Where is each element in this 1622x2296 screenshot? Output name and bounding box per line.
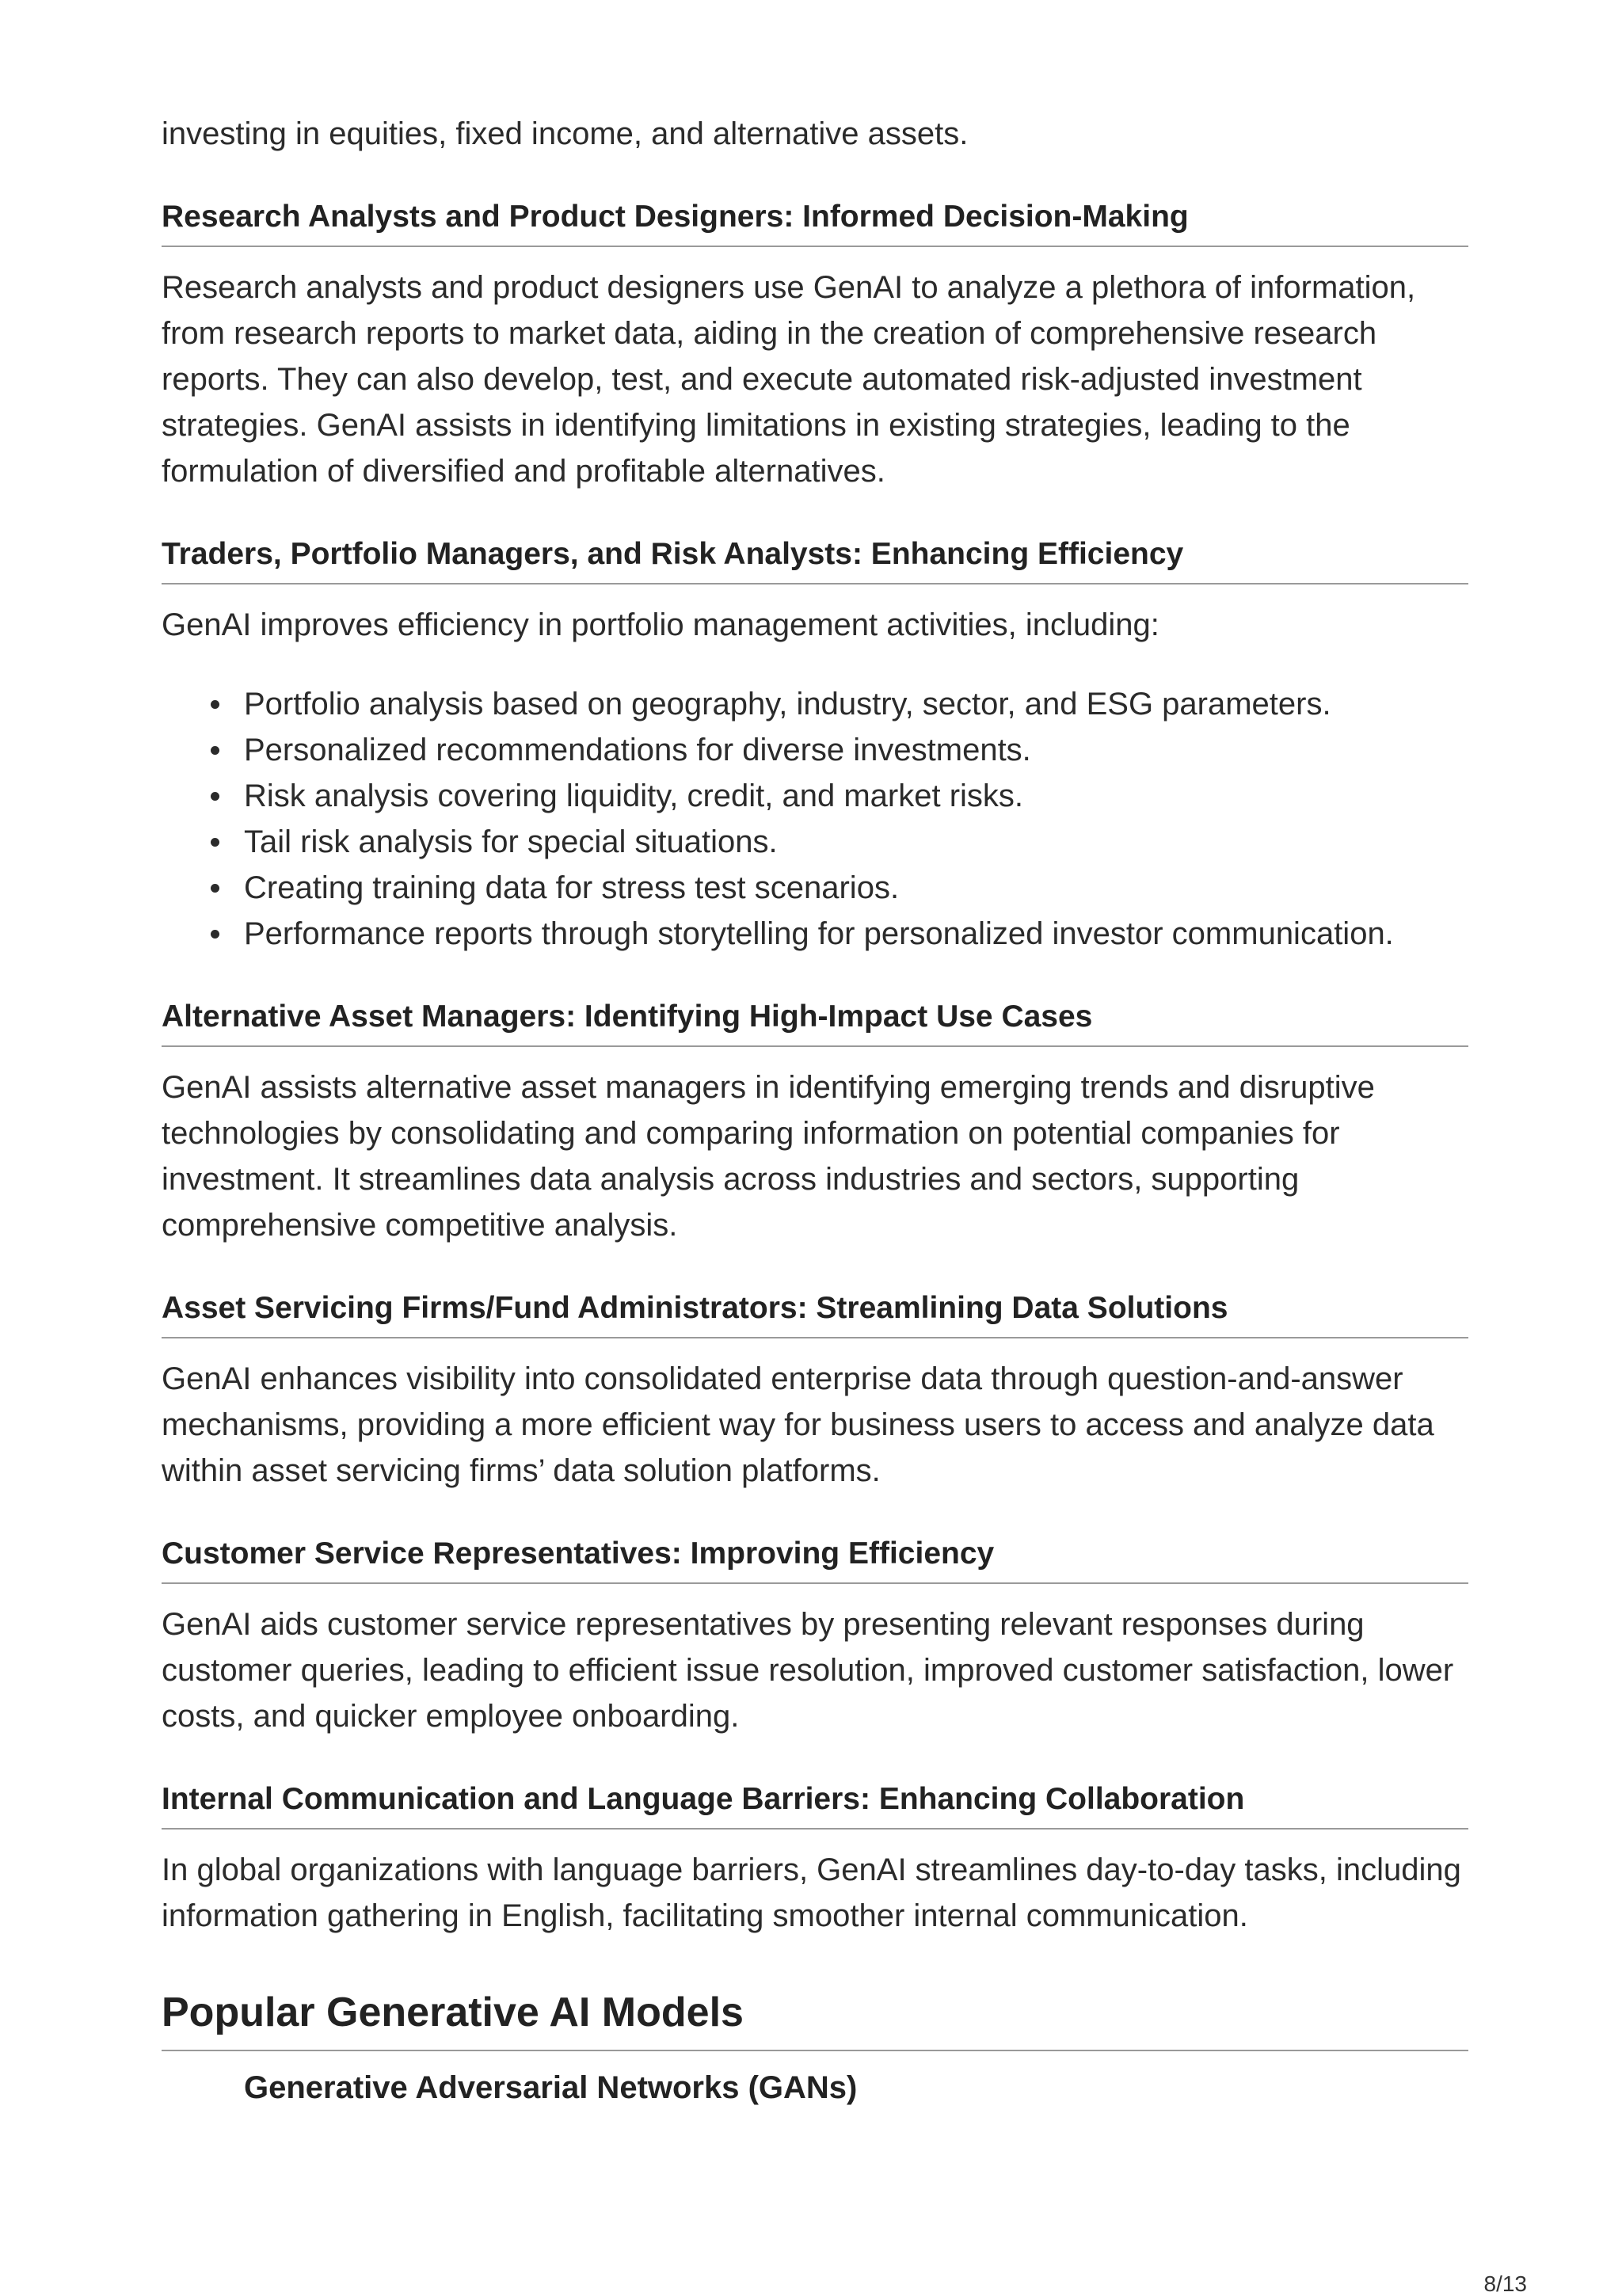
list-item: Risk analysis covering liquidity, credit, and market risks. bbox=[244, 773, 1468, 819]
list-item: Portfolio analysis based on geography, industry, sector, and ESG parameters. bbox=[244, 681, 1468, 727]
list-item: Tail risk analysis for special situations. bbox=[244, 819, 1468, 865]
section-popular-models bbox=[162, 1986, 1468, 2108]
section-body: In global organizations with language barriers, GenAI streamlines day-to-day tasks, including information gathering in English, facilitating smoother internal communication. bbox=[162, 1852, 1461, 1933]
bullet-icon bbox=[211, 884, 219, 893]
bullet-icon bbox=[211, 746, 219, 755]
list-item: Personalized recommendations for diverse investments. bbox=[244, 727, 1468, 773]
section-body: GenAI assists alternative asset managers in identifying emerging trends and disruptive technologies by consolidating and comparing information on potential companies for investment. It streamlines data analysis across industries and sectors, supporting comprehensive competitive analysis. bbox=[162, 1070, 1375, 1243]
section-body: Research analysts and product designers use GenAI to analyze a plethora of information, from research reports to market data, aiding in the creation of comprehensive research reports. They can also develop, test, and execute automated risk-adjusted investment strategies. GenAI assists in identifying limitations in existing strategies, leading to the formulation of diversified and profitable alternatives. bbox=[162, 270, 1416, 489]
bullet-icon bbox=[211, 792, 219, 801]
list-item: Performance reports through storytelling for personalized investor communication. bbox=[244, 911, 1468, 957]
section-body: GenAI aids customer service representatives by presenting relevant responses during customer queries, leading to efficient issue resolution, improved customer satisfaction, lower costs, and quicker employee onboarding. bbox=[162, 1607, 1454, 1734]
intro-tail-paragraph: investing in equities, fixed income, and alternative assets. bbox=[162, 116, 969, 151]
section-research-analysts bbox=[162, 196, 1468, 494]
section-heading: Customer Service Representatives: Improving Efficiency bbox=[162, 1533, 1468, 1584]
section-alternative-asset-managers bbox=[162, 996, 1468, 1248]
section-asset-servicing bbox=[162, 1288, 1468, 1494]
models-first-item: Generative Adversarial Networks (GANs) bbox=[244, 2070, 858, 2105]
section-heading: Asset Servicing Firms/Fund Administrators: Streamlining Data Solutions bbox=[162, 1288, 1468, 1338]
section-body: GenAI enhances visibility into consolidated enterprise data through question-and-answer mechanisms, providing a more efficient way for business users to access and analyze data within asset servicing firms’ data solution platforms. bbox=[162, 1361, 1434, 1488]
bullet-list bbox=[162, 681, 1468, 957]
page-number: 8/13 bbox=[1483, 2271, 1527, 2296]
bullet-icon bbox=[211, 700, 219, 709]
models-heading: Popular Generative AI Models bbox=[162, 1986, 1468, 2051]
section-body: GenAI improves efficiency in portfolio management activities, including: bbox=[162, 607, 1159, 642]
section-internal-communication bbox=[162, 1779, 1468, 1939]
bullet-icon bbox=[211, 838, 219, 847]
section-heading: Alternative Asset Managers: Identifying High-Impact Use Cases bbox=[162, 996, 1468, 1047]
section-customer-service bbox=[162, 1533, 1468, 1739]
section-heading: Internal Communication and Language Barriers: Enhancing Collaboration bbox=[162, 1779, 1468, 1830]
list-item: Creating training data for stress test scenarios. bbox=[244, 865, 1468, 911]
bullet-icon bbox=[211, 930, 219, 939]
section-traders bbox=[162, 534, 1468, 957]
section-heading: Traders, Portfolio Managers, and Risk Analysts: Enhancing Efficiency bbox=[162, 534, 1468, 584]
section-heading: Research Analysts and Product Designers: Informed Decision-Making bbox=[162, 196, 1468, 247]
document-page bbox=[162, 111, 1468, 2108]
